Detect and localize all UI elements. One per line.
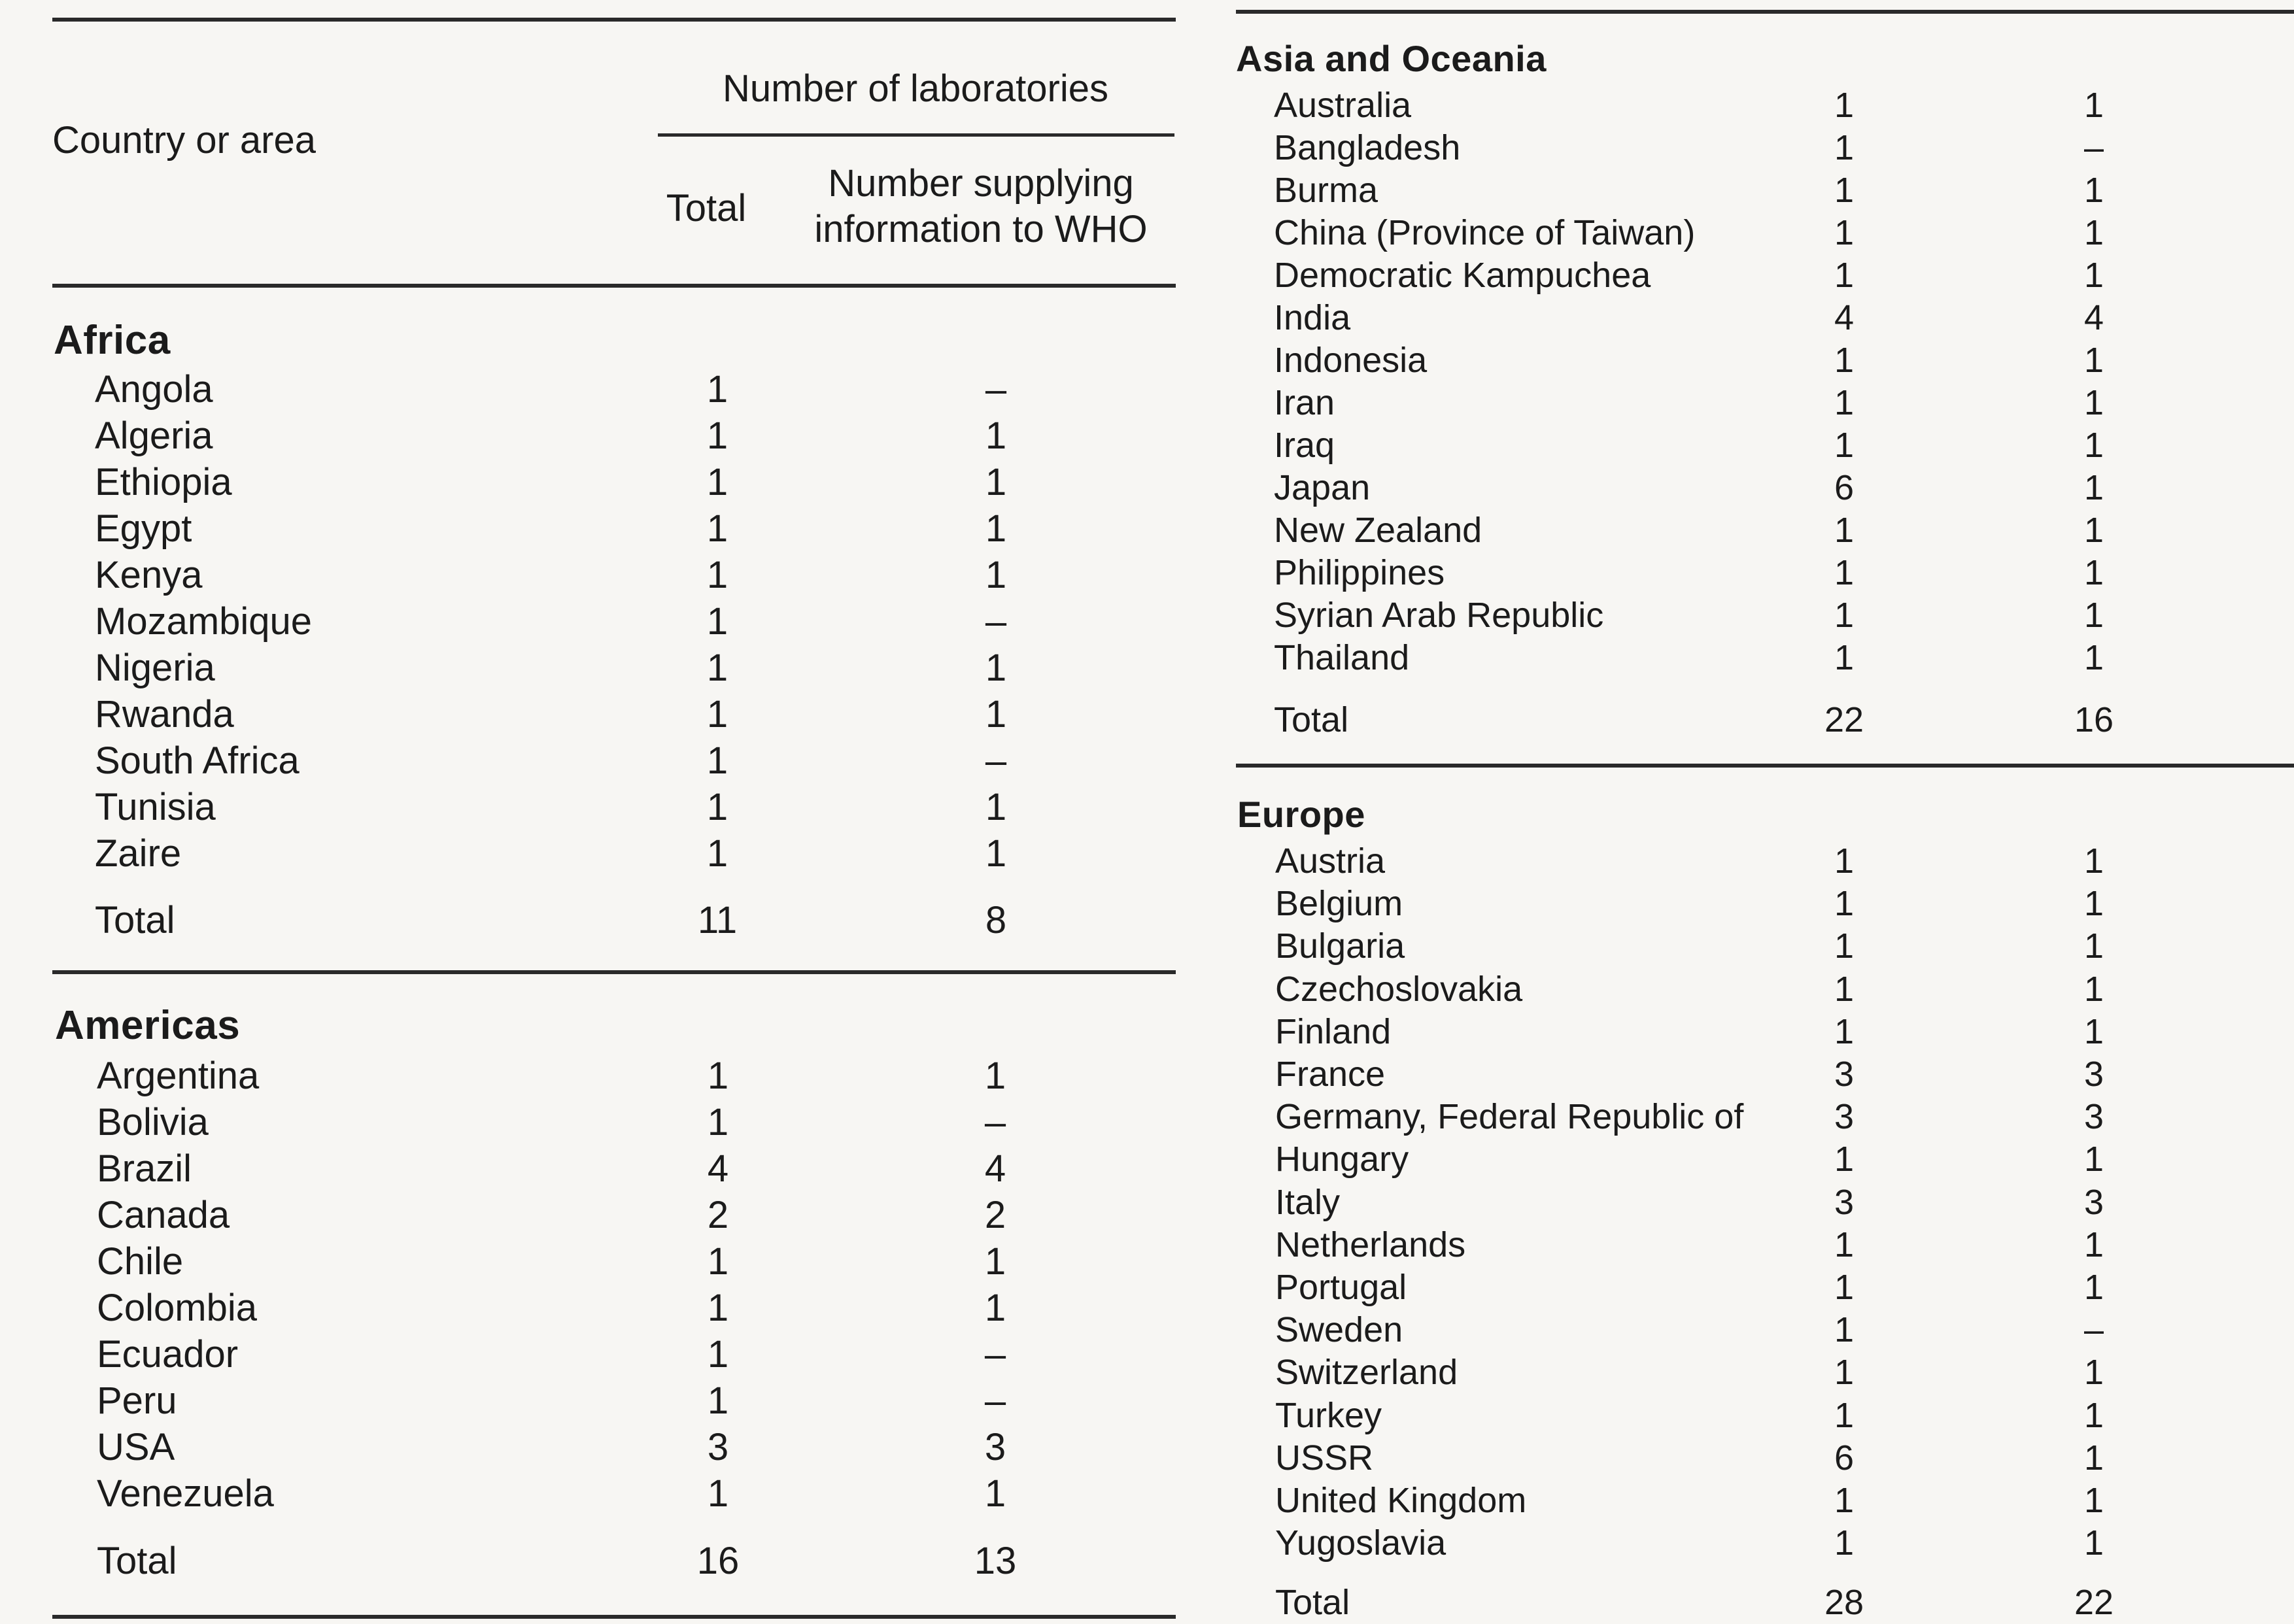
supplying-cell: 1 [2083,1395,2104,1435]
supplying-cell: 4 [984,1147,1006,1190]
supplying-cell: 1 [2083,926,2104,966]
supplying-cell: 1 [985,786,1007,828]
total-cell: 4 [1834,298,1855,337]
table-row [1275,1352,2294,1394]
country-name: Canada [97,1194,230,1236]
total-cell: 1 [706,461,728,503]
africa-bottom-rule [52,970,1176,974]
table-row [1275,926,2294,968]
total-cell: 1 [1834,1395,1855,1435]
table-row [1274,425,2294,467]
total-column-header: Total [666,187,747,229]
supplying-column-header-line2: information to WHO [814,208,1148,250]
supplying-cell: 1 [984,1055,1006,1097]
total-cell: 1 [707,1287,729,1329]
supplying-cell: 1 [2083,426,2104,465]
country-name: Bangladesh [1274,128,1461,167]
table-row [97,1425,1176,1467]
table-row [97,1054,1176,1096]
americas-bottom-rule [52,1615,1176,1619]
supplying-cell: 1 [2083,256,2104,295]
total-cell: 1 [1834,841,1855,881]
total-cell: 1 [707,1379,729,1422]
country-name: Ethiopia [95,461,232,503]
country-name: Democratic Kampuchea [1274,256,1651,295]
country-name: Belgium [1275,884,1403,924]
country-name: Switzerland [1275,1353,1458,1393]
table-row [1274,85,2294,127]
table-row [97,1472,1176,1514]
country-name: Indonesia [1274,341,1428,380]
region-heading-asia-oceania: Asia and Oceania [1236,38,1547,79]
supplying-cell: 1 [984,1472,1006,1515]
total-row-label: Total [95,899,175,941]
top-rule-right [1236,10,2294,14]
total-cell: 1 [1834,256,1855,295]
total-row [1275,1582,2294,1624]
supplying-cell: 4 [2083,298,2104,337]
supplying-cell: 1 [2083,884,2104,924]
total-cell: 1 [707,1333,729,1376]
total-cell: 1 [1834,1225,1855,1264]
country-name: Iraq [1274,426,1335,465]
country-name: Czechoslovakia [1275,969,1523,1009]
total-cell: 2 [707,1194,729,1236]
table-row [1275,1523,2294,1565]
total-cell: 1 [1834,1353,1855,1393]
table-row [1275,1011,2294,1053]
total-cell: 1 [1834,213,1855,252]
header-bottom-rule [52,284,1176,288]
country-name: Bulgaria [1275,926,1405,966]
country-name: Finland [1275,1011,1392,1051]
supplying-cell: 1 [2083,383,2104,422]
table-row [95,832,1174,873]
supplying-cell: 1 [2083,1268,2104,1307]
country-name: Rwanda [95,693,234,736]
total-cell: 6 [1834,468,1855,507]
supplying-cell: 1 [984,1287,1006,1329]
asia-bottom-rule [1236,764,2294,768]
country-name: Egypt [95,507,192,550]
table-row [1274,637,2294,679]
supplying-cell: – [2083,1310,2104,1350]
total-row-supplying: 16 [2074,700,2114,739]
country-name: Angola [95,368,213,411]
total-cell: 1 [706,739,728,782]
supplying-cell: 3 [2083,1055,2104,1094]
total-cell: 1 [1834,426,1855,465]
table-row [1275,1267,2294,1309]
table-row [1275,1395,2294,1437]
country-name: Peru [97,1379,177,1422]
table-row [1274,170,2294,212]
country-name: Ecuador [97,1333,239,1376]
country-name: South Africa [95,739,300,782]
supplying-cell: 1 [2083,1225,2104,1264]
country-name: Nigeria [95,647,215,689]
total-cell: 1 [706,414,728,457]
supplying-cell: 1 [2083,468,2104,507]
total-cell: 1 [707,1472,729,1515]
country-name: Chile [97,1240,184,1283]
supplying-cell: – [985,739,1007,782]
country-name: Turkey [1275,1395,1382,1435]
supplying-cell: 3 [984,1426,1006,1468]
table-row [1275,1054,2294,1096]
table-row [1274,467,2294,509]
total-cell: 1 [706,693,728,736]
country-name: Burma [1274,171,1378,210]
country-name: Netherlands [1275,1225,1466,1264]
total-cell: 1 [1834,511,1855,550]
total-cell: 1 [1834,1140,1855,1179]
total-cell: 3 [1834,1097,1855,1137]
supplying-cell: 1 [2083,596,2104,635]
group-header-rule [658,133,1174,137]
total-cell: 1 [706,786,728,828]
total-cell: 1 [1834,383,1855,422]
country-name: Mozambique [95,600,313,643]
table-row [97,1100,1176,1142]
total-row-total: 16 [696,1540,740,1582]
supplying-cell: 3 [2083,1182,2104,1222]
supplying-cell: 1 [2083,1140,2104,1179]
supplying-cell: 2 [984,1194,1006,1236]
total-cell: 1 [706,832,728,875]
country-name: Philippines [1274,553,1445,592]
number-of-laboratories-header: Number of laboratories [723,67,1108,110]
total-cell: 1 [707,1055,729,1097]
table-row [95,600,1174,641]
table-row [97,1379,1176,1421]
country-name: Bolivia [97,1101,209,1143]
table-row [95,460,1174,502]
total-row-total: 28 [1824,1583,1864,1622]
total-cell: 1 [1834,1481,1855,1520]
supplying-cell: 1 [2083,171,2104,210]
table-row [1275,883,2294,925]
total-cell: 1 [1834,86,1855,125]
country-name: Sweden [1275,1310,1403,1350]
supplying-cell: – [984,1333,1006,1376]
table-row [1275,969,2294,1011]
supplying-cell: – [2083,128,2104,167]
total-row-label: Total [1274,700,1349,739]
table-row [1275,1438,2294,1480]
total-row-total: 22 [1824,700,1864,739]
table-row [95,692,1174,734]
total-row-supplying: 13 [974,1540,1017,1582]
table-row [95,553,1174,595]
country-name: Syrian Arab Republic [1274,596,1604,635]
table-row [1274,297,2294,339]
total-cell: 1 [1834,1523,1855,1563]
country-name: Venezuela [97,1472,274,1515]
country-column-header: Country or area [52,119,316,161]
table-row [97,1240,1176,1281]
table-row [95,739,1174,781]
supplying-cell: 1 [2083,341,2104,380]
table-row [95,414,1174,456]
table-row [1275,1139,2294,1181]
country-name: China (Province of Taiwan) [1274,213,1696,252]
table-row [95,367,1174,409]
supplying-cell: 1 [985,647,1007,689]
supplying-cell: 1 [985,461,1007,503]
table-row [95,507,1174,549]
country-name: India [1274,298,1351,337]
supplying-cell: – [985,600,1007,643]
country-name: France [1275,1055,1386,1094]
total-cell: 1 [1834,128,1855,167]
total-cell: 1 [1834,926,1855,966]
total-cell: 3 [1834,1182,1855,1222]
country-name: United Kingdom [1275,1481,1527,1520]
total-row-label: Total [97,1540,177,1582]
table-row [1274,127,2294,169]
total-cell: 1 [706,554,728,596]
table-row [1275,1096,2294,1138]
country-name: New Zealand [1274,511,1482,550]
region-heading-africa: Africa [54,318,171,363]
supplying-cell: 1 [2083,553,2104,592]
total-cell: 3 [1834,1055,1855,1094]
supplying-cell: 1 [2083,511,2104,550]
total-cell: 1 [1834,341,1855,380]
supplying-cell: 1 [2083,841,2104,881]
supplying-cell: 1 [985,507,1007,550]
country-name: Hungary [1275,1140,1409,1179]
total-cell: 1 [706,507,728,550]
total-cell: 1 [1834,1268,1855,1307]
table-row [1275,1182,2294,1224]
total-cell: 1 [1834,969,1855,1009]
supplying-cell: 1 [985,414,1007,457]
table-row [97,1193,1176,1235]
total-cell: 6 [1834,1438,1855,1478]
table-row [1274,382,2294,424]
total-row-supplying: 8 [985,899,1007,941]
total-cell: 4 [707,1147,729,1190]
total-row-supplying: 22 [2074,1583,2114,1622]
supplying-cell: 1 [2083,1523,2104,1563]
country-name: Zaire [95,832,182,875]
country-name: Colombia [97,1287,257,1329]
supplying-cell: 1 [2083,1438,2104,1478]
country-name: Portugal [1275,1268,1407,1307]
country-name: Australia [1274,86,1412,125]
region-heading-europe: Europe [1237,794,1365,835]
table-row [97,1286,1176,1328]
country-name: Tunisia [95,786,216,828]
table-row [97,1332,1176,1374]
supplying-cell: 1 [2083,1011,2104,1051]
table-row [1275,1225,2294,1266]
table-row [1274,212,2294,254]
region-heading-americas: Americas [55,1003,241,1048]
table-row [1274,255,2294,297]
table-row [1275,841,2294,883]
country-name: Thailand [1274,638,1410,677]
country-name: Kenya [95,554,203,596]
supplying-cell: 1 [2083,969,2104,1009]
total-cell: 1 [1834,1011,1855,1051]
supplying-cell: – [985,368,1007,411]
total-cell: 1 [707,1240,729,1283]
supplying-cell: 1 [985,832,1007,875]
supplying-cell: 1 [985,693,1007,736]
supplying-cell: – [984,1101,1006,1143]
supplying-cell: 1 [984,1240,1006,1283]
country-name: Argentina [97,1055,260,1097]
top-rule-left [52,18,1176,22]
total-row [95,898,1174,940]
total-row-total: 11 [697,899,738,941]
supplying-cell: 1 [2083,638,2104,677]
table-row [95,646,1174,688]
country-name: USSR [1275,1438,1374,1478]
country-name: Italy [1275,1182,1341,1222]
table-row [1274,340,2294,382]
supplying-cell: 1 [2083,1353,2104,1393]
country-name: Brazil [97,1147,192,1190]
table-row [1274,552,2294,594]
total-cell: 1 [1834,638,1855,677]
country-name: Yugoslavia [1275,1523,1447,1563]
country-name: Austria [1275,841,1386,881]
total-cell: 1 [706,600,728,643]
total-cell: 1 [1834,553,1855,592]
supplying-cell: – [984,1379,1006,1422]
total-row-label: Total [1275,1583,1350,1622]
total-cell: 1 [707,1101,729,1143]
table-row [1274,595,2294,637]
supplying-column-header-line1: Number supplying [828,162,1134,205]
total-cell: 1 [1834,596,1855,635]
table-row [1275,1310,2294,1351]
table-row [1275,1480,2294,1522]
total-cell: 1 [1834,1310,1855,1350]
supplying-cell: 1 [2083,213,2104,252]
total-cell: 1 [1834,171,1855,210]
supplying-cell: 1 [2083,1481,2104,1520]
country-name: Algeria [95,414,213,457]
total-cell: 1 [1834,884,1855,924]
country-name: Germany, Federal Republic of [1275,1097,1744,1137]
country-name: Japan [1274,468,1371,507]
total-cell: 1 [706,647,728,689]
country-name: USA [97,1426,175,1468]
table-row [97,1147,1176,1189]
supplying-cell: 1 [985,554,1007,596]
total-cell: 3 [707,1426,729,1468]
total-row [1274,700,2294,741]
country-name: Iran [1274,383,1335,422]
supplying-cell: 1 [2083,86,2104,125]
table-row [95,785,1174,827]
table-row [1274,510,2294,552]
supplying-cell: 3 [2083,1097,2104,1137]
total-row [97,1539,1176,1581]
total-cell: 1 [706,368,728,411]
